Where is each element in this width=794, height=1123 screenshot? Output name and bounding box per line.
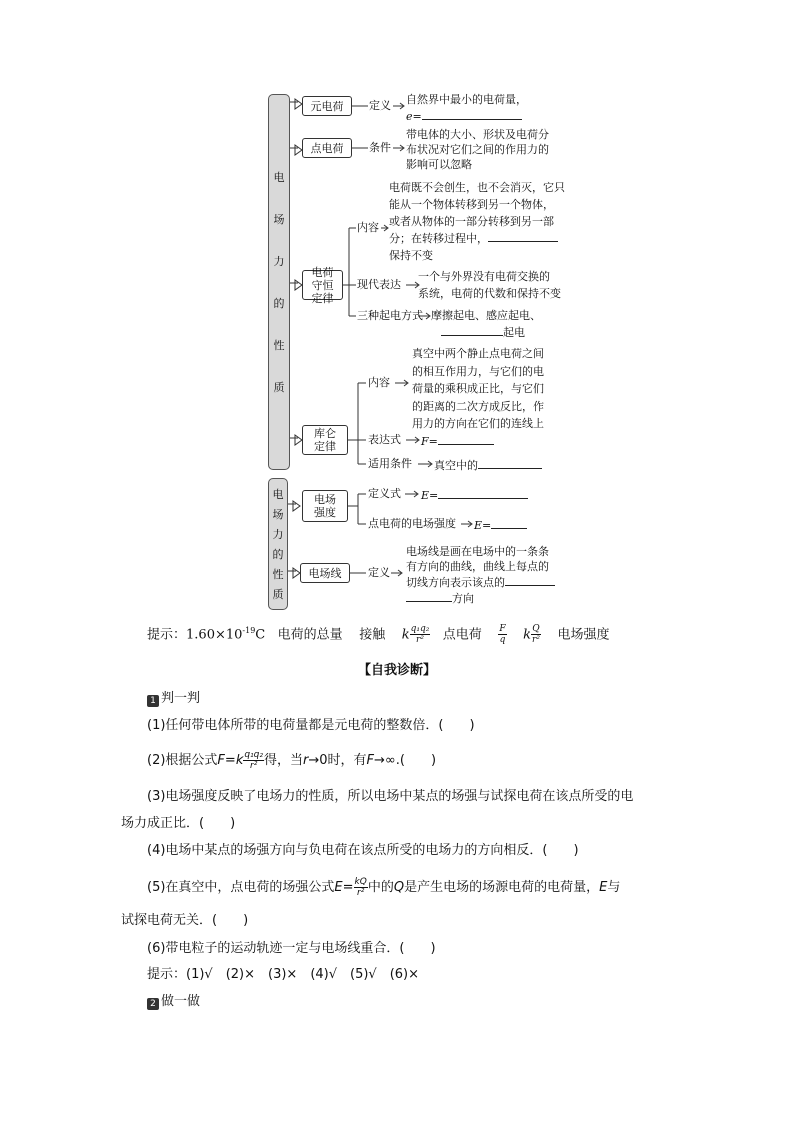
group2-char: 质	[272, 588, 284, 601]
hint-k: k	[401, 627, 410, 643]
hint-answer: 电荷的总量	[277, 627, 343, 643]
group1-bar	[268, 94, 290, 470]
node-label: 元电荷	[310, 99, 344, 113]
item-1: (1)任何带电体所带的电荷量都是元电荷的整数倍．( )	[147, 718, 475, 733]
hint-value: 1.60×10	[186, 627, 243, 643]
item-3b: 场力成正比．( )	[121, 816, 236, 831]
hint-answer: 接触	[359, 627, 386, 643]
kulun-content	[412, 345, 544, 433]
node-label: 点电荷	[310, 141, 344, 155]
dian-qiangdu-value: E=	[474, 519, 492, 532]
text-line: 布状况对它们之间的作用力的	[406, 143, 549, 156]
hint-answer: 点电荷	[442, 627, 482, 643]
item-text: 得，当	[264, 753, 304, 768]
text-line: 电荷既不会创生，也不会消灭，它只	[389, 181, 565, 194]
text-line: 或者从物体的一部分转移到另一部	[389, 215, 554, 228]
text-line: 的距离的二次方成反比，作	[412, 399, 544, 413]
group1-char: 性	[273, 339, 285, 352]
shouheng-content	[389, 179, 565, 264]
group1-char: 的	[273, 297, 285, 310]
formula-coulomb	[410, 624, 431, 645]
frac-num: q₁q₂	[244, 750, 263, 760]
text-line: 分；在转移过程中，	[389, 232, 488, 245]
item-text: 与	[607, 880, 621, 895]
group1-char: 场	[273, 213, 285, 226]
text-line: 真空中两个静止点电荷之间	[412, 347, 544, 360]
item-text: 中的	[367, 880, 394, 895]
group1-char: 力	[273, 255, 285, 268]
node-dianchangxian	[300, 563, 350, 583]
var: F	[366, 753, 375, 768]
node-label: 电场线	[308, 566, 342, 580]
number-badge: 1	[147, 695, 159, 707]
text-line: 保持不变	[389, 249, 433, 262]
xiandai-content	[418, 268, 561, 302]
frac-num: Q	[532, 624, 540, 635]
group2-bar	[268, 478, 288, 610]
label-tiaojian: 条件	[369, 141, 391, 154]
item-text: (2)根据公式	[147, 753, 218, 768]
blank	[422, 108, 522, 120]
frac-num: F	[499, 624, 506, 635]
var: F	[217, 753, 225, 768]
blank	[406, 590, 452, 602]
frac-den: r²	[416, 635, 424, 646]
hint-2: 提示：(1)√ (2)× (3)× (4)√ (5)√ (6)×	[147, 967, 420, 982]
blank	[478, 457, 542, 469]
label-dingyi-2: 定义	[368, 566, 390, 579]
hint-unit: C	[255, 627, 266, 643]
frac-num: q₁q₂	[410, 624, 430, 635]
group2-char: 力	[272, 528, 284, 541]
number-badge: 2	[147, 998, 159, 1010]
frac-den: q	[499, 635, 506, 646]
var: r	[303, 753, 309, 768]
item-text: 是产生电场的场源电荷的电荷量，	[404, 880, 600, 895]
blank	[438, 433, 494, 445]
text-line: 用力的方向在它们的连线上	[412, 417, 544, 430]
node-kulun	[302, 425, 348, 455]
label-dingyi: 定义	[369, 99, 391, 112]
text-line: 能从一个物体转移到另一个物体，	[389, 198, 554, 211]
frac-den: r²	[357, 888, 365, 898]
hint-k: k	[523, 627, 532, 643]
blank	[441, 324, 503, 336]
sub-heading-label: 做一做	[161, 994, 201, 1009]
frac-num: kQ	[354, 877, 367, 887]
label-dingyishi: 定义式	[368, 487, 401, 500]
hint-label: 提示：	[147, 627, 187, 643]
node-dian-dianhe	[302, 138, 352, 158]
item-text: (5)在真空中，点电荷的场强公式	[147, 880, 335, 895]
formula-field-def	[498, 624, 506, 645]
item-3a: (3)电场强度反映了电场力的性质，所以电场中某点的场强与试探电荷在该点所受的电	[147, 789, 634, 804]
text-line: 的相互作用力，与它们的电	[412, 364, 544, 378]
var: E	[599, 880, 608, 895]
group2-char: 场	[272, 508, 284, 521]
blank	[438, 487, 528, 499]
node-yuan-dianhe	[302, 96, 352, 116]
text-line: 方向	[452, 592, 474, 605]
node-label: 电场强度	[314, 493, 336, 519]
text-line: 带电体的大小、形状及电荷分	[406, 128, 549, 141]
label-xiandai: 现代表达	[357, 278, 401, 291]
node-changqiang	[302, 490, 348, 522]
frac-den: r²	[250, 761, 258, 771]
blank	[488, 230, 558, 242]
group1-char: 质	[273, 381, 285, 394]
item-4: (4)电场中某点的场强方向与负电荷在该点所受的电场力的方向相反．( )	[147, 843, 579, 858]
yuan-def-text: 自然界中最小的电荷量，	[406, 93, 527, 106]
group2-char: 的	[272, 548, 284, 561]
group1-char: 电	[273, 171, 285, 184]
xian-def-text	[406, 544, 555, 606]
hint-answer: 电场强度	[557, 627, 610, 643]
dian-cond-text	[406, 127, 549, 172]
text-line: 一个与外界没有电荷交换的	[418, 270, 550, 283]
sanzhong-text-2: 起电	[503, 326, 525, 339]
hint-exp: -19	[242, 626, 256, 635]
formula	[354, 877, 368, 898]
item-2	[147, 750, 436, 771]
label-sanzhong: 三种起电方式	[357, 309, 423, 322]
node-label: 电荷守恒定律	[311, 265, 334, 305]
text-line: 电场线是画在电场中的一条条	[406, 545, 549, 558]
formula	[243, 750, 264, 771]
var: E	[334, 880, 343, 895]
sub-heading-2	[147, 993, 200, 1011]
section-title: 【自我诊断】	[357, 663, 436, 678]
label-neirong: 内容	[357, 221, 379, 234]
text-line: 影响可以忽略	[406, 158, 472, 171]
op: =	[224, 753, 236, 768]
var: k	[235, 753, 244, 768]
sub-heading-1	[147, 690, 200, 708]
label-biaodashi: 表达式	[368, 433, 401, 446]
item-5	[147, 877, 620, 898]
text-line: 荷量的乘积成正比，与它们	[412, 382, 544, 395]
biaodashi-value: F=	[421, 435, 438, 448]
blank	[505, 574, 555, 586]
item-6: (6)带电粒子的运动轨迹一定与电场线重合．( )	[147, 941, 436, 956]
node-shouheng	[302, 265, 343, 305]
label-neirong-2: 内容	[368, 376, 390, 389]
var: Q	[393, 880, 405, 895]
group2-char: 性	[272, 568, 284, 581]
item-text: →∞.( )	[374, 753, 437, 768]
text-line: 有方向的曲线，曲线上每点的	[406, 560, 549, 573]
yuan-def-e: e=	[406, 110, 422, 123]
label-dian-qiangdu: 点电荷的电场强度	[368, 517, 456, 530]
sanzhong-text: 摩擦起电、感应起电、	[431, 309, 541, 322]
text-line: 系统，电荷的代数和保持不变	[418, 287, 561, 300]
shiyong-value: 真空中的	[434, 459, 478, 472]
frac-den: r²	[532, 635, 540, 646]
sub-heading-label: 判一判	[161, 691, 201, 706]
hint-answers	[147, 622, 609, 645]
item-text: →0时，有	[308, 753, 367, 768]
item-5b: 试探电荷无关．( )	[121, 913, 249, 928]
formula-point-field	[531, 624, 541, 645]
group2-char: 电	[272, 488, 284, 501]
blank	[491, 517, 527, 529]
text-line: 切线方向表示该点的	[406, 576, 505, 589]
node-label: 库仑定律	[314, 427, 336, 453]
dingyishi-value: E=	[421, 489, 439, 502]
label-shiyong: 适用条件	[368, 457, 412, 470]
op: =	[342, 880, 354, 895]
